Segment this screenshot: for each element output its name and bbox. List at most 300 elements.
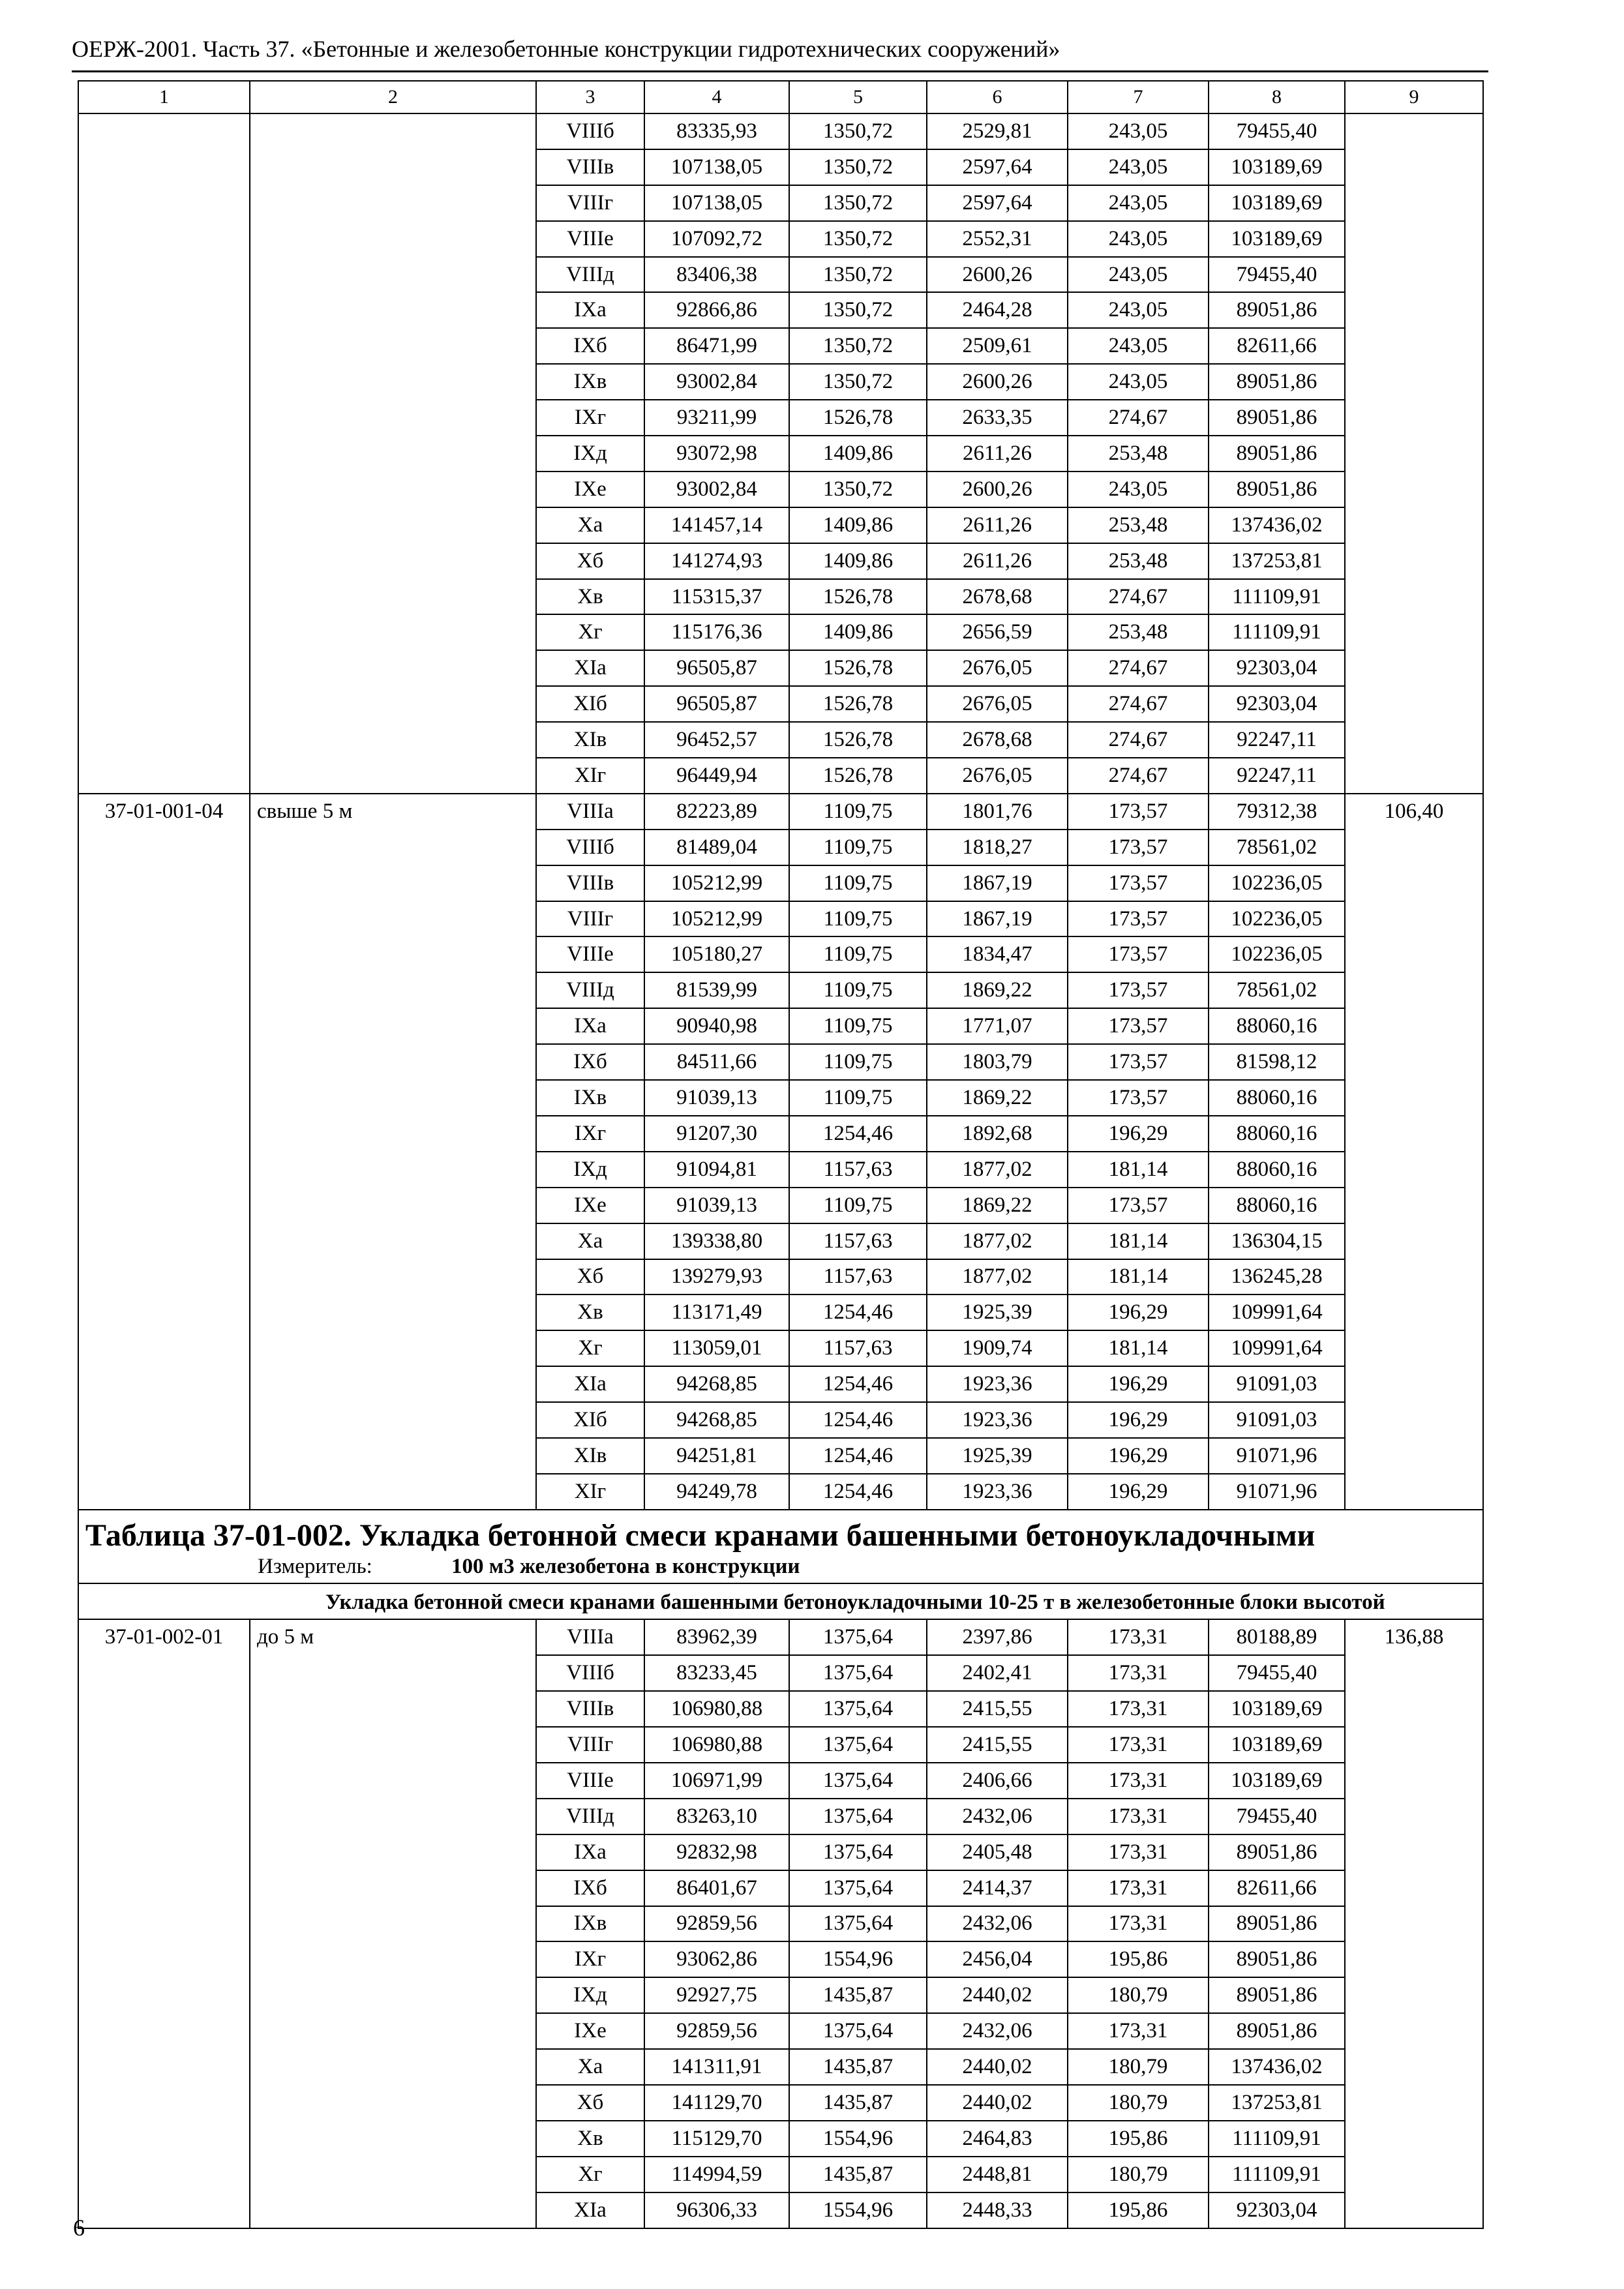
machinist-wage: 173,57 [1068, 1044, 1209, 1080]
column-number: 1 [78, 81, 250, 113]
materials-cost: 88060,16 [1209, 1008, 1345, 1044]
column-number: 5 [789, 81, 927, 113]
labor-cost: 1554,96 [789, 1941, 927, 1977]
materials-cost: 89051,86 [1209, 2013, 1345, 2049]
machinist-wage: 180,79 [1068, 2157, 1209, 2192]
machine-cost: 1925,39 [927, 1438, 1068, 1474]
labor-cost: 1409,86 [789, 507, 927, 543]
concrete-class: IXб [536, 328, 644, 364]
total-cost: 96306,33 [644, 2192, 789, 2228]
concrete-class: VIIIб [536, 830, 644, 865]
total-cost: 107092,72 [644, 221, 789, 257]
concrete-class: VIIIе [536, 221, 644, 257]
labor-cost: 1254,46 [789, 1438, 927, 1474]
concrete-class: IXв [536, 1906, 644, 1942]
machinist-wage: 173,31 [1068, 1763, 1209, 1799]
materials-cost: 82611,66 [1209, 1870, 1345, 1906]
materials-cost: 88060,16 [1209, 1152, 1345, 1188]
materials-cost: 89051,86 [1209, 292, 1345, 328]
total-cost: 141129,70 [644, 2085, 789, 2121]
materials-cost: 103189,69 [1209, 1763, 1345, 1799]
total-cost: 114994,59 [644, 2157, 789, 2192]
total-cost: 113059,01 [644, 1330, 789, 1366]
concrete-class: Xа [536, 1223, 644, 1259]
machinist-wage: 274,67 [1068, 650, 1209, 686]
materials-cost: 79312,38 [1209, 794, 1345, 830]
machine-cost: 1801,76 [927, 794, 1068, 830]
materials-cost: 111109,91 [1209, 2157, 1345, 2192]
machinist-wage: 181,14 [1068, 1259, 1209, 1295]
total-cost: 84511,66 [644, 1044, 789, 1080]
unit-price: 136,88 [1345, 1619, 1483, 2228]
materials-cost: 78561,02 [1209, 830, 1345, 865]
machine-cost: 2600,26 [927, 471, 1068, 507]
machine-cost: 2529,81 [927, 113, 1068, 149]
machinist-wage: 274,67 [1068, 758, 1209, 794]
concrete-class: XIв [536, 1438, 644, 1474]
machinist-wage: 173,31 [1068, 1870, 1209, 1906]
materials-cost: 81598,12 [1209, 1044, 1345, 1080]
total-cost: 94268,85 [644, 1402, 789, 1438]
machine-cost: 2397,86 [927, 1619, 1068, 1655]
machinist-wage: 253,48 [1068, 614, 1209, 650]
unit-price [1345, 113, 1483, 794]
machine-cost: 2406,66 [927, 1763, 1068, 1799]
total-cost: 83263,10 [644, 1799, 789, 1834]
page-header-title: ОЕРЖ-2001. Часть 37. «Бетонные и железобетонные конструкции гидротехнических сооружений» [72, 36, 1060, 62]
labor-cost: 1350,72 [789, 257, 927, 293]
labor-cost: 1109,75 [789, 1044, 927, 1080]
machine-cost: 1834,47 [927, 936, 1068, 972]
rate-code [78, 113, 250, 794]
materials-cost: 136245,28 [1209, 1259, 1345, 1295]
materials-cost: 103189,69 [1209, 221, 1345, 257]
labor-cost: 1375,64 [789, 1619, 927, 1655]
machinist-wage: 196,29 [1068, 1402, 1209, 1438]
concrete-class: IXв [536, 1080, 644, 1116]
total-cost: 113171,49 [644, 1294, 789, 1330]
total-cost: 96505,87 [644, 686, 789, 722]
machinist-wage: 196,29 [1068, 1438, 1209, 1474]
materials-cost: 91071,96 [1209, 1474, 1345, 1510]
machinist-wage: 180,79 [1068, 2049, 1209, 2085]
labor-cost: 1109,75 [789, 794, 927, 830]
machine-cost: 2597,64 [927, 185, 1068, 221]
labor-cost: 1435,87 [789, 2085, 927, 2121]
machinist-wage: 173,57 [1068, 830, 1209, 865]
materials-cost: 102236,05 [1209, 901, 1345, 937]
machine-cost: 2656,59 [927, 614, 1068, 650]
unit-price: 106,40 [1345, 794, 1483, 1510]
machinist-wage: 180,79 [1068, 1977, 1209, 2013]
total-cost: 83962,39 [644, 1619, 789, 1655]
labor-cost: 1526,78 [789, 758, 927, 794]
machine-cost: 2456,04 [927, 1941, 1068, 1977]
labor-cost: 1350,72 [789, 113, 927, 149]
labor-cost: 1375,64 [789, 1834, 927, 1870]
labor-cost: 1350,72 [789, 149, 927, 185]
labor-cost: 1109,75 [789, 865, 927, 901]
concrete-class: VIIIа [536, 794, 644, 830]
table2-subtitle: Укладка бетонной смеси кранами башенными бетоноукладочными 10-25 т в железобетонные блоки высотой [78, 1583, 1483, 1619]
materials-cost: 80188,89 [1209, 1619, 1345, 1655]
concrete-class: Xб [536, 2085, 644, 2121]
machine-cost: 2432,06 [927, 2013, 1068, 2049]
total-cost: 139338,80 [644, 1223, 789, 1259]
labor-cost: 1109,75 [789, 972, 927, 1008]
concrete-class: VIIIг [536, 185, 644, 221]
machine-cost: 2611,26 [927, 436, 1068, 471]
labor-cost: 1526,78 [789, 722, 927, 758]
labor-cost: 1350,72 [789, 328, 927, 364]
machine-cost: 1771,07 [927, 1008, 1068, 1044]
labor-cost: 1409,86 [789, 543, 927, 579]
concrete-class: Xа [536, 2049, 644, 2085]
machine-cost: 2432,06 [927, 1906, 1068, 1942]
concrete-class: IXб [536, 1870, 644, 1906]
machine-cost: 1869,22 [927, 1080, 1068, 1116]
concrete-class: IXб [536, 1044, 644, 1080]
machinist-wage: 173,31 [1068, 1834, 1209, 1870]
materials-cost: 137253,81 [1209, 2085, 1345, 2121]
table2-subtitle-row [78, 1583, 1483, 1619]
total-cost: 93211,99 [644, 400, 789, 436]
machinist-wage: 243,05 [1068, 257, 1209, 293]
labor-cost: 1375,64 [789, 2013, 927, 2049]
meter-label: Измеритель: [258, 1555, 372, 1579]
machine-cost: 2440,02 [927, 2085, 1068, 2121]
machine-cost: 2415,55 [927, 1727, 1068, 1763]
total-cost: 86471,99 [644, 328, 789, 364]
machinist-wage: 243,05 [1068, 328, 1209, 364]
rate-code: 37-01-001-04 [78, 794, 250, 1510]
concrete-class: IXд [536, 436, 644, 471]
machinist-wage: 173,31 [1068, 1691, 1209, 1727]
machinist-wage: 274,67 [1068, 400, 1209, 436]
labor-cost: 1109,75 [789, 1080, 927, 1116]
machinist-wage: 195,86 [1068, 1941, 1209, 1977]
total-cost: 94251,81 [644, 1438, 789, 1474]
machinist-wage: 181,14 [1068, 1223, 1209, 1259]
labor-cost: 1375,64 [789, 1906, 927, 1942]
materials-cost: 111109,91 [1209, 614, 1345, 650]
machinist-wage: 196,29 [1068, 1294, 1209, 1330]
machine-cost: 2600,26 [927, 364, 1068, 400]
total-cost: 91094,81 [644, 1152, 789, 1188]
total-cost: 141274,93 [644, 543, 789, 579]
concrete-class: Xг [536, 614, 644, 650]
machine-cost: 1869,22 [927, 972, 1068, 1008]
total-cost: 139279,93 [644, 1259, 789, 1295]
materials-cost: 111109,91 [1209, 579, 1345, 615]
total-cost: 92866,86 [644, 292, 789, 328]
concrete-class: XIг [536, 758, 644, 794]
machine-cost: 2676,05 [927, 758, 1068, 794]
labor-cost: 1157,63 [789, 1152, 927, 1188]
machinist-wage: 243,05 [1068, 292, 1209, 328]
total-cost: 115176,36 [644, 614, 789, 650]
machinist-wage: 274,67 [1068, 579, 1209, 615]
concrete-class: IXд [536, 1152, 644, 1188]
materials-cost: 79455,40 [1209, 1799, 1345, 1834]
labor-cost: 1157,63 [789, 1330, 927, 1366]
total-cost: 94249,78 [644, 1474, 789, 1510]
labor-cost: 1375,64 [789, 1799, 927, 1834]
machinist-wage: 180,79 [1068, 2085, 1209, 2121]
materials-cost: 91091,03 [1209, 1402, 1345, 1438]
machinist-wage: 253,48 [1068, 507, 1209, 543]
labor-cost: 1254,46 [789, 1366, 927, 1402]
machinist-wage: 173,57 [1068, 972, 1209, 1008]
machine-cost: 2432,06 [927, 1799, 1068, 1834]
machine-cost: 2611,26 [927, 543, 1068, 579]
machinist-wage: 253,48 [1068, 543, 1209, 579]
materials-cost: 92303,04 [1209, 2192, 1345, 2228]
materials-cost: 89051,86 [1209, 364, 1345, 400]
concrete-class: XIа [536, 1366, 644, 1402]
machinist-wage: 243,05 [1068, 149, 1209, 185]
labor-cost: 1109,75 [789, 936, 927, 972]
concrete-class: XIб [536, 686, 644, 722]
machine-cost: 2678,68 [927, 722, 1068, 758]
total-cost: 90940,98 [644, 1008, 789, 1044]
total-cost: 83335,93 [644, 113, 789, 149]
table2-title-cell [78, 1510, 1483, 1583]
materials-cost: 89051,86 [1209, 400, 1345, 436]
materials-cost: 92247,11 [1209, 722, 1345, 758]
concrete-class: Xб [536, 543, 644, 579]
machine-cost: 1925,39 [927, 1294, 1068, 1330]
machine-cost: 1869,22 [927, 1188, 1068, 1223]
meter-row [85, 1556, 1476, 1578]
materials-cost: 103189,69 [1209, 149, 1345, 185]
rates-table [78, 80, 1484, 2229]
labor-cost: 1109,75 [789, 901, 927, 937]
machinist-wage: 173,57 [1068, 865, 1209, 901]
labor-cost: 1350,72 [789, 471, 927, 507]
materials-cost: 109991,64 [1209, 1330, 1345, 1366]
total-cost: 92859,56 [644, 1906, 789, 1942]
labor-cost: 1435,87 [789, 2049, 927, 2085]
concrete-class: XIа [536, 650, 644, 686]
labor-cost: 1350,72 [789, 185, 927, 221]
table2-heading-section [78, 1510, 1483, 1620]
machinist-wage: 253,48 [1068, 436, 1209, 471]
machinist-wage: 195,86 [1068, 2192, 1209, 2228]
column-number: 3 [536, 81, 644, 113]
concrete-class: VIIIб [536, 1655, 644, 1691]
machine-cost: 1923,36 [927, 1402, 1068, 1438]
total-cost: 96505,87 [644, 650, 789, 686]
machinist-wage: 181,14 [1068, 1330, 1209, 1366]
materials-cost: 136304,15 [1209, 1223, 1345, 1259]
materials-cost: 91071,96 [1209, 1438, 1345, 1474]
column-number: 4 [644, 81, 789, 113]
labor-cost: 1375,64 [789, 1691, 927, 1727]
concrete-class: VIIIд [536, 1799, 644, 1834]
total-cost: 93062,86 [644, 1941, 789, 1977]
machine-cost: 1877,02 [927, 1152, 1068, 1188]
concrete-class: XIв [536, 722, 644, 758]
total-cost: 81539,99 [644, 972, 789, 1008]
labor-cost: 1254,46 [789, 1474, 927, 1510]
column-number: 8 [1209, 81, 1345, 113]
concrete-class: VIIIа [536, 1619, 644, 1655]
header-rule [72, 70, 1488, 72]
machine-cost: 2600,26 [927, 257, 1068, 293]
total-cost: 93002,84 [644, 471, 789, 507]
meter-value: 100 м3 железобетона в конструкции [451, 1555, 800, 1579]
concrete-class: IXг [536, 1941, 644, 1977]
column-number: 6 [927, 81, 1068, 113]
machine-cost: 1923,36 [927, 1474, 1068, 1510]
rate-description: до 5 м [250, 1619, 536, 2228]
total-cost: 91207,30 [644, 1116, 789, 1152]
table-row [78, 113, 1483, 149]
materials-cost: 82611,66 [1209, 328, 1345, 364]
machinist-wage: 243,05 [1068, 185, 1209, 221]
total-cost: 91039,13 [644, 1188, 789, 1223]
concrete-class: XIа [536, 2192, 644, 2228]
concrete-class: IXе [536, 471, 644, 507]
concrete-class: XIб [536, 1402, 644, 1438]
machine-cost: 1867,19 [927, 901, 1068, 937]
materials-cost: 137436,02 [1209, 2049, 1345, 2085]
materials-cost: 79455,40 [1209, 113, 1345, 149]
machine-cost: 1877,02 [927, 1223, 1068, 1259]
total-cost: 92927,75 [644, 1977, 789, 2013]
concrete-class: VIIIв [536, 1691, 644, 1727]
labor-cost: 1526,78 [789, 579, 927, 615]
labor-cost: 1435,87 [789, 2157, 927, 2192]
total-cost: 83233,45 [644, 1655, 789, 1691]
materials-cost: 88060,16 [1209, 1080, 1345, 1116]
labor-cost: 1526,78 [789, 400, 927, 436]
labor-cost: 1350,72 [789, 292, 927, 328]
total-cost: 105180,27 [644, 936, 789, 972]
labor-cost: 1554,96 [789, 2121, 927, 2157]
materials-cost: 89051,86 [1209, 1941, 1345, 1977]
concrete-class: IXе [536, 2013, 644, 2049]
labor-cost: 1375,64 [789, 1727, 927, 1763]
materials-cost: 102236,05 [1209, 936, 1345, 972]
labor-cost: 1157,63 [789, 1223, 927, 1259]
labor-cost: 1435,87 [789, 1977, 927, 2013]
machinist-wage: 173,57 [1068, 901, 1209, 937]
total-cost: 96449,94 [644, 758, 789, 794]
concrete-class: IXа [536, 292, 644, 328]
machine-cost: 2448,81 [927, 2157, 1068, 2192]
total-cost: 106971,99 [644, 1763, 789, 1799]
labor-cost: 1350,72 [789, 221, 927, 257]
labor-cost: 1375,64 [789, 1870, 927, 1906]
machinist-wage: 196,29 [1068, 1474, 1209, 1510]
machine-cost: 2402,41 [927, 1655, 1068, 1691]
machinist-wage: 173,31 [1068, 1799, 1209, 1834]
concrete-class: Xа [536, 507, 644, 543]
machine-cost: 2414,37 [927, 1870, 1068, 1906]
concrete-class: VIIIг [536, 1727, 644, 1763]
machine-cost: 1923,36 [927, 1366, 1068, 1402]
machine-cost: 2448,33 [927, 2192, 1068, 2228]
total-cost: 141457,14 [644, 507, 789, 543]
concrete-class: Xв [536, 579, 644, 615]
machine-cost: 2464,83 [927, 2121, 1068, 2157]
machine-cost: 1867,19 [927, 865, 1068, 901]
machine-cost: 2509,61 [927, 328, 1068, 364]
machine-cost: 2633,35 [927, 400, 1068, 436]
total-cost: 107138,05 [644, 185, 789, 221]
table-row [78, 794, 1483, 830]
total-cost: 96452,57 [644, 722, 789, 758]
machinist-wage: 195,86 [1068, 2121, 1209, 2157]
machinist-wage: 173,57 [1068, 1008, 1209, 1044]
materials-cost: 89051,86 [1209, 1906, 1345, 1942]
concrete-class: Xг [536, 1330, 644, 1366]
machinist-wage: 243,05 [1068, 471, 1209, 507]
machinist-wage: 173,31 [1068, 1619, 1209, 1655]
machine-cost: 2552,31 [927, 221, 1068, 257]
total-cost: 92859,56 [644, 2013, 789, 2049]
total-cost: 94268,85 [644, 1366, 789, 1402]
machine-cost: 2678,68 [927, 579, 1068, 615]
concrete-class: VIIIд [536, 972, 644, 1008]
materials-cost: 92303,04 [1209, 686, 1345, 722]
concrete-class: IXг [536, 1116, 644, 1152]
labor-cost: 1554,96 [789, 2192, 927, 2228]
labor-cost: 1109,75 [789, 1188, 927, 1223]
materials-cost: 79455,40 [1209, 1655, 1345, 1691]
table-section-continued [78, 81, 1483, 794]
concrete-class: VIIIв [536, 149, 644, 185]
labor-cost: 1109,75 [789, 1008, 927, 1044]
table2-title: Таблица 37-01-002. Укладка бетонной смеси кранами башенными бетоноукладочными [85, 1518, 1316, 1553]
total-cost: 93072,98 [644, 436, 789, 471]
machine-cost: 1818,27 [927, 830, 1068, 865]
machinist-wage: 196,29 [1068, 1366, 1209, 1402]
materials-cost: 91091,03 [1209, 1366, 1345, 1402]
concrete-class: Xб [536, 1259, 644, 1295]
rate-code: 37-01-002-01 [78, 1619, 250, 2228]
labor-cost: 1526,78 [789, 686, 927, 722]
materials-cost: 89051,86 [1209, 1977, 1345, 2013]
labor-cost: 1254,46 [789, 1116, 927, 1152]
machine-cost: 2440,02 [927, 2049, 1068, 2085]
total-cost: 81489,04 [644, 830, 789, 865]
concrete-class: VIIIе [536, 936, 644, 972]
materials-cost: 88060,16 [1209, 1188, 1345, 1223]
concrete-class: IXа [536, 1008, 644, 1044]
machine-cost: 2464,28 [927, 292, 1068, 328]
machinist-wage: 274,67 [1068, 722, 1209, 758]
machinist-wage: 173,57 [1068, 1080, 1209, 1116]
machinist-wage: 243,05 [1068, 364, 1209, 400]
total-cost: 106980,88 [644, 1727, 789, 1763]
materials-cost: 78561,02 [1209, 972, 1345, 1008]
total-cost: 93002,84 [644, 364, 789, 400]
machinist-wage: 173,31 [1068, 1906, 1209, 1942]
materials-cost: 79455,40 [1209, 257, 1345, 293]
materials-cost: 92247,11 [1209, 758, 1345, 794]
machine-cost: 2611,26 [927, 507, 1068, 543]
materials-cost: 103189,69 [1209, 1727, 1345, 1763]
concrete-class: IXв [536, 364, 644, 400]
materials-cost: 103189,69 [1209, 1691, 1345, 1727]
concrete-class: VIIIе [536, 1763, 644, 1799]
concrete-class: Xг [536, 2157, 644, 2192]
rate-description: свыше 5 м [250, 794, 536, 1510]
total-cost: 92832,98 [644, 1834, 789, 1870]
